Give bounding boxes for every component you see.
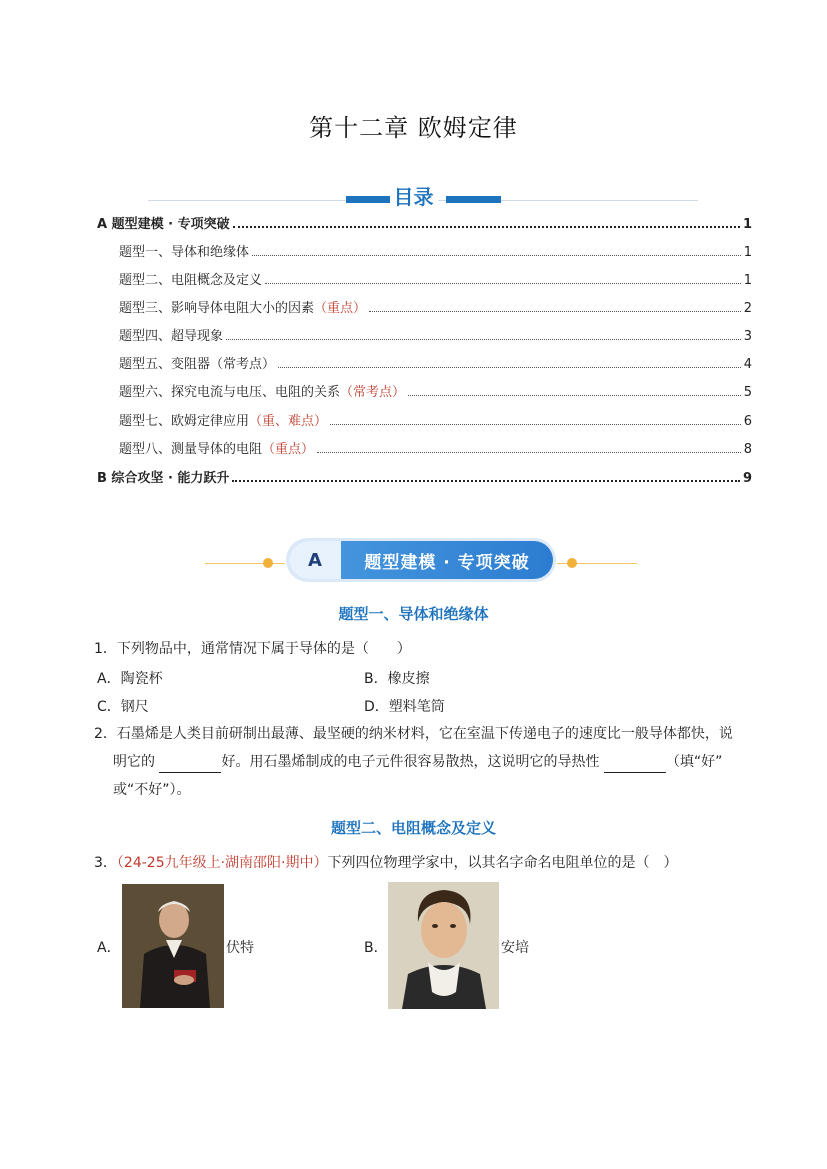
topic-heading-1: 题型一、导体和绝缘体 bbox=[338, 605, 489, 623]
question-1-option-b[interactable]: B．橡皮擦 bbox=[364, 671, 430, 687]
toc-entry-topic-5[interactable] bbox=[119, 353, 752, 372]
toc-page-number: 6 bbox=[743, 414, 752, 429]
question-3-option-a-letter[interactable]: A． bbox=[97, 940, 121, 956]
toc-entry-label: B 综合攻坚 · 能力跃升 bbox=[97, 471, 230, 486]
toc-leader bbox=[265, 283, 741, 284]
toc-leader bbox=[278, 367, 741, 368]
question-1-option-d[interactable]: D．塑料笔筒 bbox=[364, 699, 445, 715]
question-2-blank-2[interactable] bbox=[604, 752, 666, 773]
toc-page-number: 1 bbox=[742, 217, 752, 232]
question-3-option-b-name[interactable]: 安培 bbox=[501, 940, 529, 956]
toc-entry-tag: （重、难点） bbox=[249, 414, 328, 429]
toc-entry-label: 题型四、超导现象 bbox=[119, 329, 224, 344]
toc-page-number: 1 bbox=[743, 273, 752, 288]
toc-page-number: 9 bbox=[742, 471, 752, 486]
toc-entry-tag: （常考点） bbox=[340, 385, 406, 400]
topic-heading-2: 题型二、电阻概念及定义 bbox=[330, 819, 496, 837]
toc-entry-topic-2[interactable] bbox=[119, 269, 752, 288]
toc-entry-section-a[interactable] bbox=[97, 213, 752, 232]
toc-leader bbox=[232, 480, 740, 482]
toc-leader bbox=[330, 424, 741, 425]
toc-entry-topic-8[interactable] bbox=[119, 438, 752, 457]
question-3-option-a-name[interactable]: 伏特 bbox=[226, 940, 254, 956]
toc-page-number: 5 bbox=[743, 385, 752, 400]
toc-leader bbox=[252, 255, 741, 256]
toc-entry-label: 题型六、探究电流与电压、电阻的关系（常考点） bbox=[119, 385, 406, 400]
question-2-line-2: 明它的 好。用石墨烯制成的电子元件很容易散热，这说明它的导热性 （填“好” bbox=[113, 752, 773, 773]
page-title: 第十二章 欧姆定律 bbox=[309, 114, 518, 142]
toc-leader bbox=[317, 452, 741, 453]
toc-entry-label: 题型一、导体和绝缘体 bbox=[119, 245, 250, 260]
banner-line-left bbox=[205, 563, 285, 564]
question-3-option-b-letter[interactable]: B． bbox=[364, 940, 388, 956]
toc-page-number: 2 bbox=[743, 301, 752, 316]
toc-heading: 目录 bbox=[0, 181, 827, 210]
question-2-line-1: 2．石墨烯是人类目前研制出最薄、最坚硬的纳米材料，它在室温下传递电子的速度比一般导体都快，说 bbox=[94, 726, 733, 742]
toc-entry-label: 题型三、影响导体电阻大小的因素（重点） bbox=[119, 301, 367, 316]
toc-leader bbox=[369, 311, 741, 312]
toc-entry-topic-1[interactable] bbox=[119, 241, 752, 260]
toc-entry-tag: （重点） bbox=[262, 442, 315, 457]
toc-page-number: 4 bbox=[743, 357, 752, 372]
question-3-stem: 3．（24-25九年级上·湖南邵阳·期中）下列四位物理学家中，以其名字命名电阻单位的是（ ） bbox=[94, 855, 678, 871]
toc-entry-label: A 题型建模 · 专项突破 bbox=[97, 217, 230, 232]
toc-leader bbox=[226, 339, 741, 340]
toc-entry-tag: （重点） bbox=[314, 301, 367, 316]
toc-entry-label: 题型二、电阻概念及定义 bbox=[119, 273, 263, 288]
ampere-portrait[interactable] bbox=[388, 882, 499, 1009]
toc-entry-label: 题型七、欧姆定律应用（重、难点） bbox=[119, 414, 328, 429]
toc-entry-topic-3[interactable] bbox=[119, 297, 752, 316]
toc-entry-topic-7[interactable] bbox=[119, 410, 752, 429]
question-3-source: （24-25九年级上·湖南邵阳·期中） bbox=[116, 855, 328, 871]
banner-letter: A bbox=[289, 541, 341, 579]
question-1-option-a[interactable]: A．陶瓷杯 bbox=[97, 671, 163, 687]
toc-entry-label: 题型八、测量导体的电阻（重点） bbox=[119, 442, 315, 457]
question-1-option-c[interactable]: C．钢尺 bbox=[97, 699, 149, 715]
question-1-stem: 1．下列物品中，通常情况下属于导体的是（ ） bbox=[94, 641, 411, 657]
toc-leader bbox=[233, 226, 740, 228]
question-2-line-3: 或“不好”）。 bbox=[113, 782, 191, 798]
banner-title: 题型建模 · 专项突破 bbox=[364, 552, 530, 573]
toc-leader bbox=[408, 395, 741, 396]
toc-entry-topic-4[interactable] bbox=[119, 325, 752, 344]
toc-page-number: 8 bbox=[743, 442, 752, 457]
banner-dot-left bbox=[263, 558, 273, 568]
question-2-blank-1[interactable] bbox=[159, 752, 221, 773]
toc-page-number: 3 bbox=[743, 329, 752, 344]
banner-dot-right bbox=[567, 558, 577, 568]
volta-portrait[interactable] bbox=[122, 884, 224, 1008]
toc-page-number: 1 bbox=[743, 245, 752, 260]
toc-entry-label: 题型五、变阻器（常考点） bbox=[119, 357, 276, 372]
section-banner bbox=[289, 541, 553, 579]
toc-entry-section-b[interactable] bbox=[97, 467, 752, 486]
toc-entry-topic-6[interactable] bbox=[119, 381, 752, 400]
